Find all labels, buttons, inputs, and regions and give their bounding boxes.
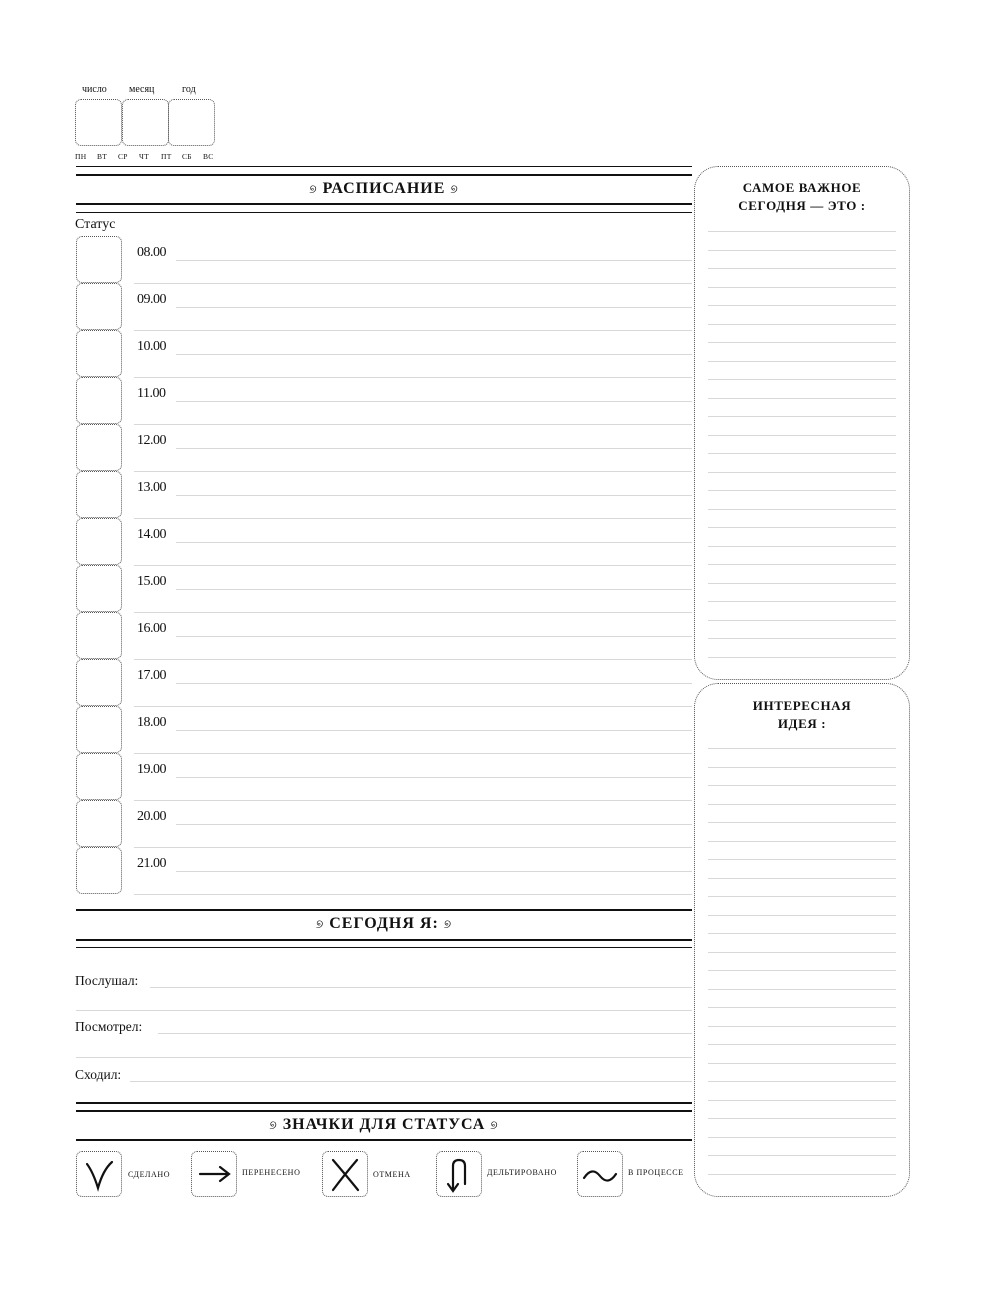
return-arrow-icon xyxy=(437,1152,481,1196)
went-label: Сходил: xyxy=(75,1067,122,1082)
note-line[interactable] xyxy=(708,583,896,584)
note-line[interactable] xyxy=(708,822,896,823)
status-box[interactable] xyxy=(76,330,122,377)
schedule-entry-line[interactable] xyxy=(176,824,692,825)
legend-box-in-progress xyxy=(577,1151,623,1197)
weekday-mon[interactable]: ПН xyxy=(75,152,87,161)
schedule-entry-line[interactable] xyxy=(176,589,692,590)
watched-line-2[interactable] xyxy=(76,1057,692,1058)
listened-line[interactable] xyxy=(150,987,692,988)
schedule-entry-line[interactable] xyxy=(176,777,692,778)
year-label: год xyxy=(182,84,196,95)
schedule-entry-line[interactable] xyxy=(176,307,692,308)
note-line[interactable] xyxy=(708,1081,896,1082)
schedule-entry-line[interactable] xyxy=(134,330,692,331)
note-line[interactable] xyxy=(708,933,896,934)
schedule-entry-line[interactable] xyxy=(176,636,692,637)
schedule-entry-line[interactable] xyxy=(134,471,692,472)
note-line[interactable] xyxy=(708,379,896,380)
tilde-icon xyxy=(578,1152,622,1196)
time-label: 15.00 xyxy=(137,574,166,589)
listened-line-2[interactable] xyxy=(76,1010,692,1011)
schedule-entry-line[interactable] xyxy=(134,612,692,613)
note-line[interactable] xyxy=(708,989,896,990)
legend-box-done xyxy=(76,1151,122,1197)
schedule-entry-line[interactable] xyxy=(176,871,692,872)
note-line[interactable] xyxy=(708,287,896,288)
schedule-entry-line[interactable] xyxy=(176,542,692,543)
note-line[interactable] xyxy=(708,620,896,621)
listened-label: Послушал: xyxy=(75,973,139,988)
note-line[interactable] xyxy=(708,748,896,749)
schedule-entry-line[interactable] xyxy=(134,659,692,660)
status-box[interactable] xyxy=(76,612,122,659)
status-box[interactable] xyxy=(76,706,122,753)
status-box[interactable] xyxy=(76,659,122,706)
month-input-box[interactable] xyxy=(122,99,169,146)
ornament-right-icon: ୭ xyxy=(490,1118,499,1132)
note-line[interactable] xyxy=(708,509,896,510)
schedule-entry-line[interactable] xyxy=(176,730,692,731)
note-line[interactable] xyxy=(708,1007,896,1008)
note-line[interactable] xyxy=(708,1174,896,1175)
note-line[interactable] xyxy=(708,361,896,362)
time-label: 09.00 xyxy=(137,292,166,307)
note-line[interactable] xyxy=(708,1026,896,1027)
day-input-box[interactable] xyxy=(75,99,122,146)
weekday-thu[interactable]: ЧТ xyxy=(139,152,150,161)
legend-bottom-rule xyxy=(76,1139,692,1141)
note-line[interactable] xyxy=(708,398,896,399)
time-label: 14.00 xyxy=(137,527,166,542)
important-title: САМОЕ ВАЖНОЕ СЕГОДНЯ — ЭТО : xyxy=(738,180,866,213)
status-box[interactable] xyxy=(76,377,122,424)
note-line[interactable] xyxy=(708,1063,896,1064)
note-line[interactable] xyxy=(708,785,896,786)
note-line[interactable] xyxy=(708,896,896,897)
note-line[interactable] xyxy=(708,841,896,842)
note-line[interactable] xyxy=(708,970,896,971)
note-line[interactable] xyxy=(708,268,896,269)
note-line[interactable] xyxy=(708,546,896,547)
status-box[interactable] xyxy=(76,518,122,565)
weekday-fri[interactable]: ПТ xyxy=(161,152,172,161)
legend-box-moved xyxy=(191,1151,237,1197)
note-line[interactable] xyxy=(708,767,896,768)
idea-panel xyxy=(694,683,910,1197)
schedule-entry-line[interactable] xyxy=(134,377,692,378)
note-line[interactable] xyxy=(708,859,896,860)
schedule-title-text: РАСПИСАНИЕ xyxy=(322,180,446,197)
year-input-box[interactable] xyxy=(168,99,215,146)
month-label: месяц xyxy=(129,84,155,95)
watched-label: Посмотрел: xyxy=(75,1019,143,1034)
schedule-title xyxy=(76,180,692,198)
note-line[interactable] xyxy=(708,324,896,325)
schedule-entry-line[interactable] xyxy=(134,894,692,895)
note-line[interactable] xyxy=(708,435,896,436)
checkmark-v-icon xyxy=(77,1152,121,1196)
note-line[interactable] xyxy=(708,250,896,251)
weekday-wed[interactable]: СР xyxy=(118,152,128,161)
note-line[interactable] xyxy=(708,490,896,491)
weekday-tue[interactable]: ВТ xyxy=(97,152,108,161)
note-line[interactable] xyxy=(708,601,896,602)
schedule-bottom-rule xyxy=(76,203,692,205)
legend-box-cancel xyxy=(322,1151,368,1197)
status-label: Статус xyxy=(75,217,116,232)
status-box[interactable] xyxy=(76,424,122,471)
legend-title xyxy=(76,1116,692,1134)
cross-icon xyxy=(323,1152,367,1196)
today-title-text: СЕГОДНЯ Я: xyxy=(329,915,439,932)
schedule-entry-line[interactable] xyxy=(134,424,692,425)
note-line[interactable] xyxy=(708,1100,896,1101)
today-top-rule xyxy=(76,909,692,911)
time-label: 16.00 xyxy=(137,621,166,636)
schedule-bottom-thin-rule xyxy=(76,212,692,213)
time-label: 19.00 xyxy=(137,762,166,777)
note-line[interactable] xyxy=(708,453,896,454)
note-line[interactable] xyxy=(708,1118,896,1119)
today-title xyxy=(76,915,692,933)
legend-label-in-progress: В ПРОЦЕССЕ xyxy=(628,1168,684,1177)
today-bottom-rule xyxy=(76,939,692,941)
schedule-entry-line[interactable] xyxy=(176,260,692,261)
time-label: 17.00 xyxy=(137,668,166,683)
status-box[interactable] xyxy=(76,753,122,800)
note-line[interactable] xyxy=(708,527,896,528)
note-line[interactable] xyxy=(708,804,896,805)
day-label: число xyxy=(82,84,107,95)
ornament-left-icon: ୭ xyxy=(315,917,325,931)
top-divider xyxy=(76,166,692,167)
ornament-left-icon: ୭ xyxy=(269,1118,278,1132)
status-box[interactable] xyxy=(76,847,122,894)
note-line[interactable] xyxy=(708,657,896,658)
legend-label-moved: ПЕРЕНЕСЕНО xyxy=(242,1168,301,1177)
status-box[interactable] xyxy=(76,565,122,612)
weekday-sat[interactable]: СБ xyxy=(182,152,192,161)
ornament-left-icon: ୭ xyxy=(309,182,318,196)
legend-top-rule-2 xyxy=(76,1110,692,1112)
schedule-entry-line[interactable] xyxy=(134,800,692,801)
status-box[interactable] xyxy=(76,800,122,847)
schedule-entry-line[interactable] xyxy=(134,565,692,566)
note-line[interactable] xyxy=(708,878,896,879)
time-label: 12.00 xyxy=(137,433,166,448)
schedule-entry-line[interactable] xyxy=(134,283,692,284)
legend-label-cancel: ОТМЕНА xyxy=(373,1170,411,1179)
schedule-entry-line[interactable] xyxy=(176,495,692,496)
time-label: 20.00 xyxy=(137,809,166,824)
important-panel xyxy=(694,166,910,680)
today-bottom-thin-rule xyxy=(76,947,692,948)
note-line[interactable] xyxy=(708,416,896,417)
idea-title: ИНТЕРЕСНАЯ ИДЕЯ : xyxy=(752,698,852,731)
status-box[interactable] xyxy=(76,283,122,330)
time-label: 18.00 xyxy=(137,715,166,730)
schedule-entry-line[interactable] xyxy=(176,683,692,684)
legend-box-delegated xyxy=(436,1151,482,1197)
watched-line[interactable] xyxy=(158,1033,692,1034)
legend-title-text: ЗНАЧКИ ДЛЯ СТАТУСА xyxy=(282,1116,486,1133)
legend-top-rule xyxy=(76,1102,692,1104)
schedule-entry-line[interactable] xyxy=(176,448,692,449)
went-line[interactable] xyxy=(130,1081,692,1082)
ornament-right-icon: ୭ xyxy=(443,917,453,931)
note-line[interactable] xyxy=(708,472,896,473)
note-line[interactable] xyxy=(708,231,896,232)
time-label: 21.00 xyxy=(137,856,166,871)
note-line[interactable] xyxy=(708,952,896,953)
time-label: 10.00 xyxy=(137,339,166,354)
note-line[interactable] xyxy=(708,305,896,306)
status-box[interactable] xyxy=(76,471,122,518)
time-label: 08.00 xyxy=(137,245,166,260)
note-line[interactable] xyxy=(708,342,896,343)
note-line[interactable] xyxy=(708,915,896,916)
note-line[interactable] xyxy=(708,1137,896,1138)
note-line[interactable] xyxy=(708,1155,896,1156)
legend-label-delegated: ДЕЛЬТИРОВАНО xyxy=(487,1168,558,1177)
schedule-entry-line[interactable] xyxy=(134,753,692,754)
note-line[interactable] xyxy=(708,564,896,565)
note-line[interactable] xyxy=(708,1044,896,1045)
legend-label-done: СДЕЛАНО xyxy=(128,1170,171,1179)
note-line[interactable] xyxy=(708,638,896,639)
status-box[interactable] xyxy=(76,236,122,283)
schedule-entry-line[interactable] xyxy=(176,401,692,402)
arrow-right-icon xyxy=(192,1152,236,1196)
ornament-right-icon: ୭ xyxy=(450,182,459,196)
weekday-sun[interactable]: ВС xyxy=(203,152,214,161)
time-label: 11.00 xyxy=(137,386,166,401)
schedule-top-rule xyxy=(76,174,692,176)
schedule-entry-line[interactable] xyxy=(176,354,692,355)
time-label: 13.00 xyxy=(137,480,166,495)
schedule-entry-line[interactable] xyxy=(134,847,692,848)
schedule-entry-line[interactable] xyxy=(134,706,692,707)
schedule-entry-line[interactable] xyxy=(134,518,692,519)
